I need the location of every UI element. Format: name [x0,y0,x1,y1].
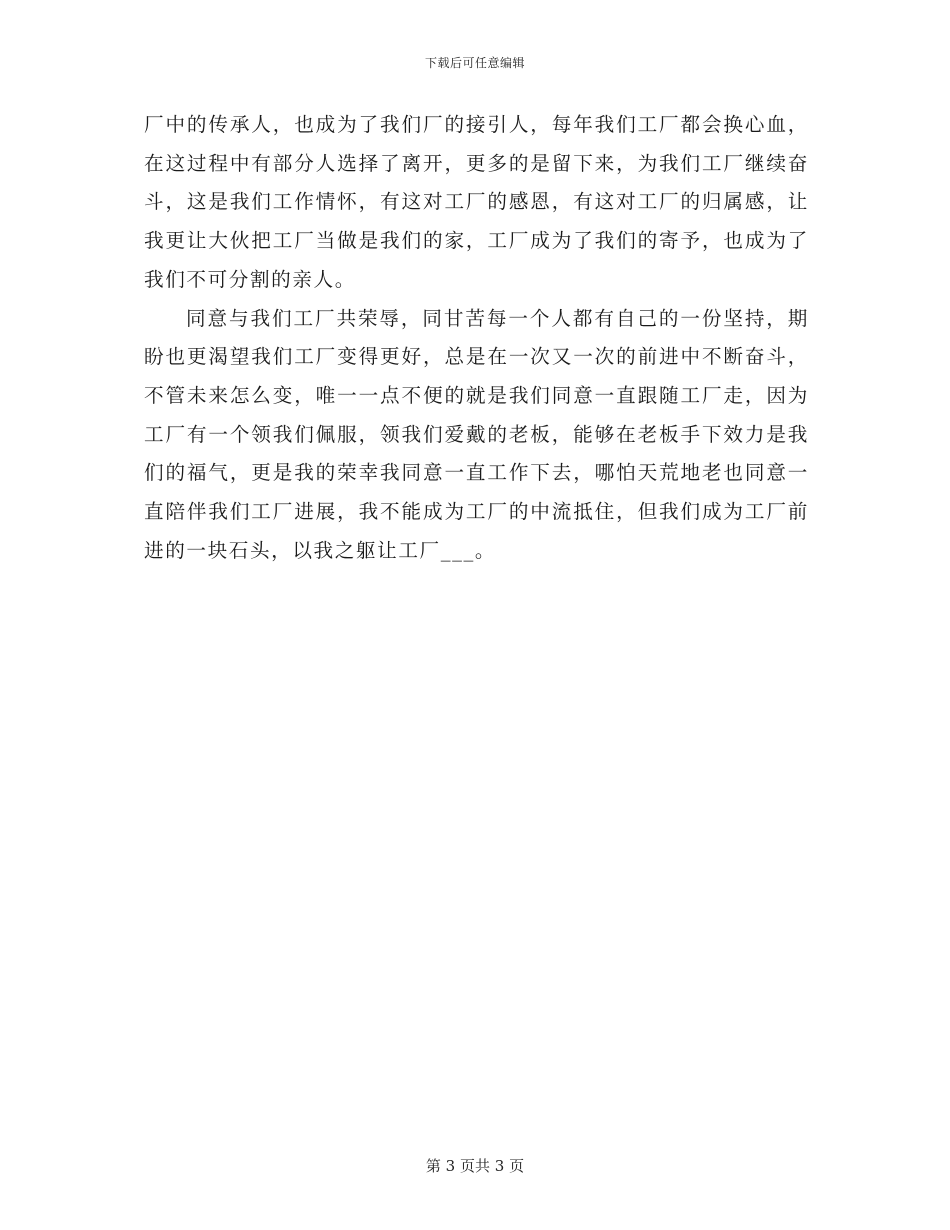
paragraph-2: 同意与我们工厂共荣辱，同甘苦每一个人都有自己的一份坚持，期盼也更渴望我们工厂变得更好，总是在一次又一次的前进中不断奋斗，不管未来怎么变，唯一一点不便的就是我们同意一直跟随工厂走，因为工厂有一个领我们佩服，领我们爱戴的老板，能够在老板手下效力是我们的福气，更是我的荣幸我同意一直工作下去，哪怕天荒地老也同意一直陪伴我们工厂进展，我不能成为工厂的中流抵住，但我们成为工厂前进的一块石头，以我之躯让工厂___。 [144,306,809,562]
page-number: 第 3 页共 3 页 [425,1157,525,1175]
document-body [144,106,809,570]
page-header-note: 下载后可任意编辑 [424,56,525,70]
paragraph-1: 厂中的传承人，也成为了我们厂的接引人，每年我们工厂都会换心血，在这过程中有部分人选择了离开，更多的是留下来，为我们工厂继续奋斗，这是我们工作情怀，有这对工厂的感恩，有这对工厂的归属感，让我更让大伙把工厂当做是我们的家，工厂成为了我们的寄予，也成为了我们不可分割的亲人。 [144,113,809,291]
